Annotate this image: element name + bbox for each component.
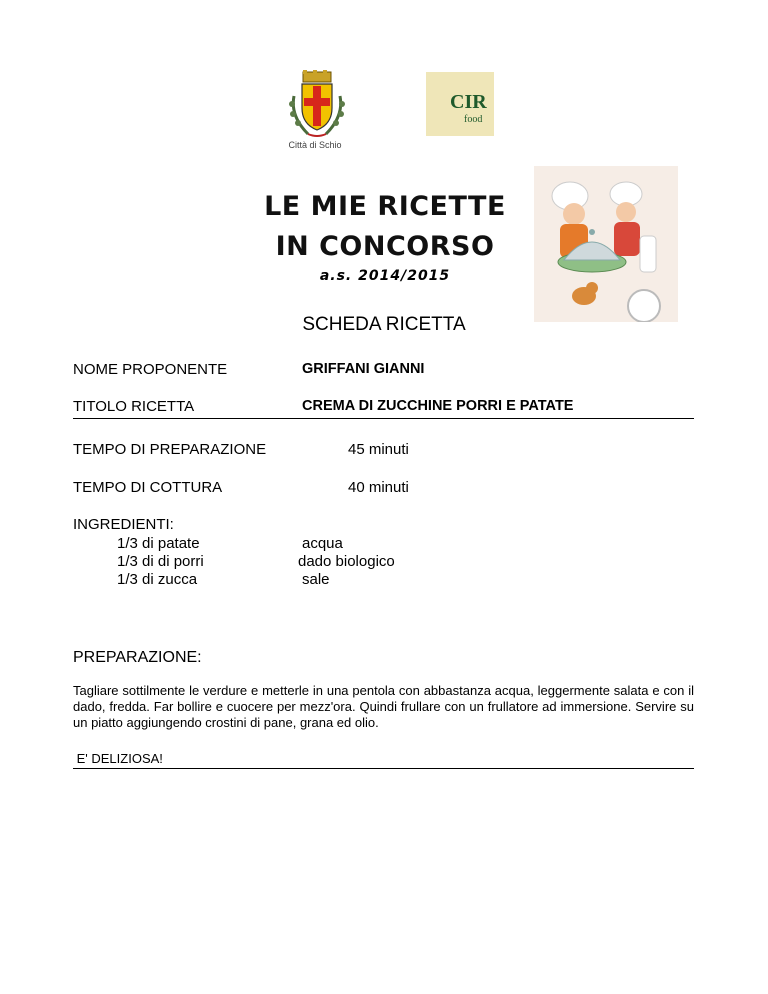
cir-logo-main-text: CIR xyxy=(450,91,487,113)
tempo-preparazione-value: 45 minuti xyxy=(348,441,409,458)
ingredient-right-3: sale xyxy=(302,571,330,588)
cir-logo-sub-text: food xyxy=(464,114,483,125)
proponente-value: GRIFFANI GIANNI xyxy=(302,361,425,377)
ingredient-left-3: 1/3 di zucca xyxy=(117,571,198,588)
titolo-value: CREMA DI ZUCCHINE PORRI E PATATE xyxy=(302,398,574,414)
page-title-line1: LE MIE RICETTE xyxy=(264,191,506,222)
tempo-cottura-label: TEMPO DI COTTURA xyxy=(73,479,223,496)
ingredient-left-2: 1/3 di di porri xyxy=(117,553,204,570)
page-title-line2: IN CONCORSO xyxy=(275,231,495,262)
ingredient-right-1: acqua xyxy=(302,535,343,552)
titolo-label: TITOLO RICETTA xyxy=(73,398,195,415)
cir-food-logo xyxy=(426,72,494,136)
crest-caption: Città di Schio xyxy=(288,140,342,150)
ingredient-left-1: 1/3 di patate xyxy=(117,535,200,552)
tempo-cottura-value: 40 minuti xyxy=(348,479,409,496)
section-title: SCHEDA RICETTA xyxy=(302,314,466,335)
divider-line xyxy=(73,418,694,419)
school-year-subtitle: a.s. 2014/2015 xyxy=(319,268,451,284)
proponente-label: NOME PROPONENTE xyxy=(73,361,228,378)
tempo-preparazione-label: TEMPO DI PREPARAZIONE xyxy=(73,441,267,458)
preparation-text: Tagliare sottilmente le verdure e metterle in una pentola con abbastanza acqua, leggermente salata e con il dado, fredda. Far bollire e cuocere per mezz'ora. Quindi frullare con un frullatore ad immersione. Servire su un piatto aggiungendo crostini di pane, grana ed olio. xyxy=(73,683,694,730)
preparation-closing: E' DELIZIOSA! xyxy=(73,751,163,766)
ingredienti-label: INGREDIENTI: xyxy=(73,516,174,533)
preparazione-label: PREPARAZIONE: xyxy=(73,649,202,666)
ingredient-right-2: dado biologico xyxy=(298,553,395,570)
cooks-illustration xyxy=(534,166,678,322)
bottom-divider-line xyxy=(73,768,694,769)
